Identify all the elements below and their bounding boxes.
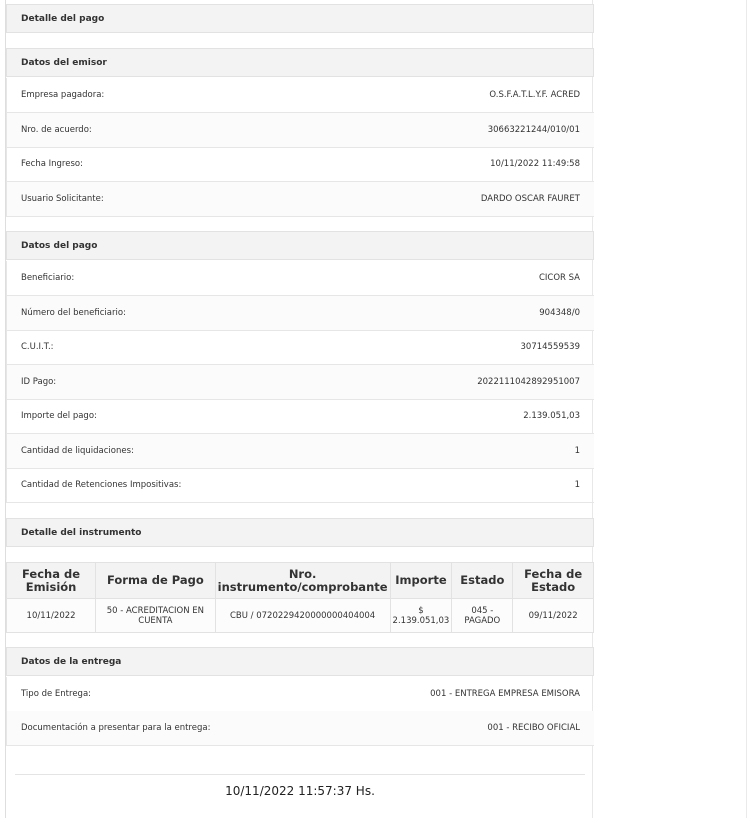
row-fecha-ingreso [6,147,594,182]
footer-timestamp: 10/11/2022 11:57:37 Hs. [225,784,375,798]
row-value: 1 [574,480,580,490]
row-value: DARDO OSCAR FAURET [480,194,580,204]
section-pago-title: Datos del pago [6,231,594,260]
row-nro-acuerdo [6,113,594,148]
row-label: Usuario Solicitante: [21,194,104,204]
row-empresa-pagadora [6,78,594,113]
payment-detail-page [5,0,593,818]
section-instrumento-title: Detalle del instrumento [6,518,594,547]
col-nro-instrumento: Nro. instrumento/comprobante [215,563,390,599]
section-emisor-title: Datos del emisor [6,48,594,77]
row-label: Tipo de Entrega: [21,689,92,699]
row-value: 2022111042892951007 [477,377,580,387]
row-value: 10/11/2022 11:49:58 [490,159,580,169]
row-value: 904348/0 [539,308,580,318]
row-value: 001 - ENTREGA EMPRESA EMISORA [430,689,580,699]
cell-forma-pago: 50 - ACREDITACION EN CUENTA [96,599,216,633]
cell-importe-symbol: $ [418,605,424,616]
row-label: Fecha Ingreso: [21,159,83,169]
row-documentacion [6,711,594,746]
row-label: Importe del pago: [21,411,97,421]
row-value: 2.139.051,03 [523,411,580,421]
row-label: Beneficiario: [21,273,75,283]
cell-fecha-estado: 09/11/2022 [513,599,594,633]
row-label: Empresa pagadora: [21,90,105,100]
col-importe: Importe [390,563,452,599]
cell-importe [390,599,452,633]
row-usuario-solicitante [6,182,594,217]
section-entrega-title: Datos de la entrega [6,647,594,676]
row-label: ID Pago: [21,377,57,387]
row-label: Número del beneficiario: [21,308,126,318]
row-label: Cantidad de liquidaciones: [21,446,134,456]
row-cuit [6,330,594,365]
table-row [7,599,594,633]
row-tipo-entrega [6,677,594,712]
col-forma-pago: Forma de Pago [96,563,216,599]
instrument-table [6,562,594,633]
col-estado: Estado [452,563,513,599]
row-value: O.S.F.A.T.L.Y.F. ACRED [489,90,580,100]
col-fecha-emision: Fecha de Emisión [7,563,96,599]
row-value: 1 [574,446,580,456]
col-fecha-estado: Fecha de Estado [513,563,594,599]
row-label: Cantidad de Retenciones Impositivas: [21,480,182,490]
row-label: C.U.I.T.: [21,342,54,352]
row-id-pago [6,365,594,400]
row-cantidad-retenciones [6,468,594,503]
row-numero-beneficiario [6,296,594,331]
row-cantidad-liquidaciones [6,434,594,469]
row-beneficiario [6,261,594,296]
page-edge [746,0,747,818]
cell-fecha-emision: 10/11/2022 [7,599,96,633]
cell-importe-value: 2.139.051,03 [392,615,450,626]
cell-estado: 045 - PAGADO [452,599,513,633]
instrument-table-header [7,563,594,599]
row-label: Nro. de acuerdo: [21,125,92,135]
row-value: 30663221244/010/01 [487,125,580,135]
row-value: 001 - RECIBO OFICIAL [487,723,580,733]
page-title: Detalle del pago [6,4,594,33]
row-label: Documentación a presentar para la entrega: [21,723,211,733]
row-importe-pago [6,399,594,434]
row-value: 30714559539 [520,342,580,352]
cell-nro-instrumento: CBU / 0720229420000000404004 [215,599,390,633]
footer-divider [15,774,585,775]
row-value: CICOR SA [538,273,580,283]
